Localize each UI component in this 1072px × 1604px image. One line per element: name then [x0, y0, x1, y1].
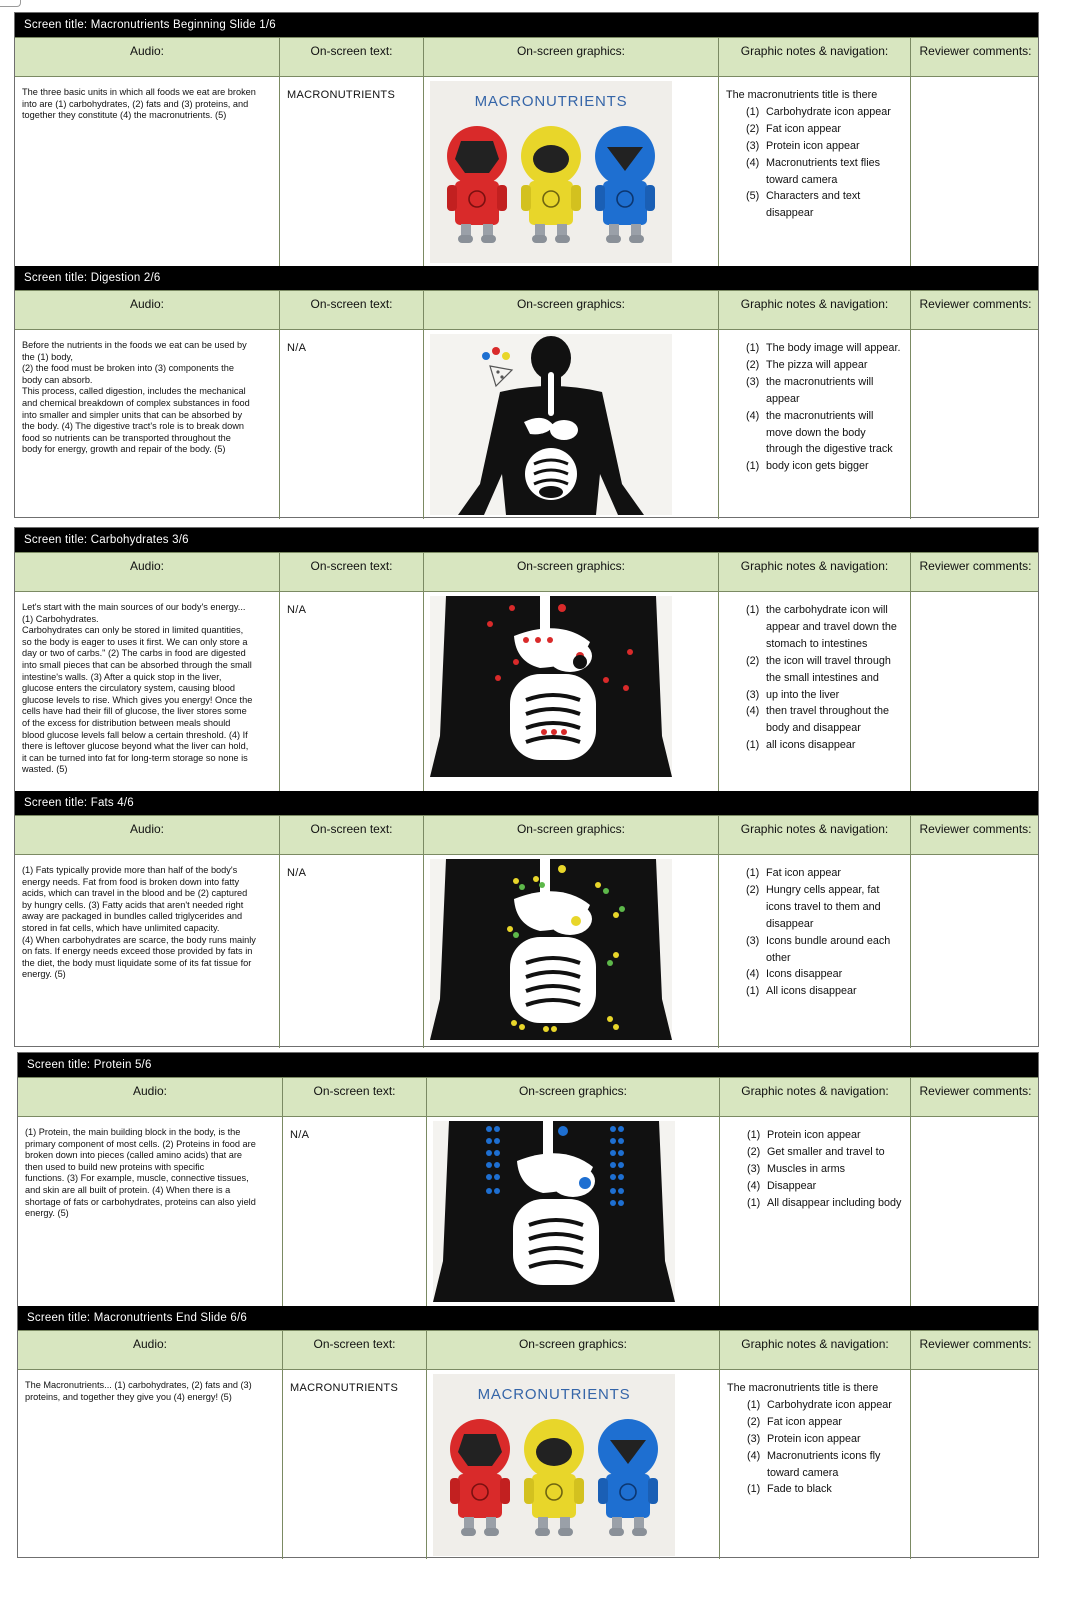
header-onscreen-graphics: On-screen graphics: — [424, 816, 719, 854]
note-number: (1) — [746, 867, 760, 879]
note-number: (3) — [746, 375, 760, 388]
audio-cell — [18, 1370, 283, 1559]
header-audio: Audio: — [15, 553, 280, 591]
audio-line: primary component of most cells. (2) Proteins in food are — [25, 1138, 256, 1149]
audio-line: then used to build new proteins with specific — [25, 1161, 205, 1172]
column-header-row — [15, 815, 1038, 855]
audio-line: stored in fat cells, which have unlimited capacity. — [22, 922, 220, 933]
note-number: (1) — [747, 1398, 761, 1411]
graphics-cell — [424, 855, 719, 1048]
note-text: Icons bundle around each — [766, 934, 891, 947]
slide-6 — [18, 1306, 1038, 1559]
header-onscreen-text: On-screen text: — [280, 38, 424, 76]
note-number: (2) — [746, 122, 760, 135]
header-notes: Graphic notes & navigation: — [719, 553, 911, 591]
note-text: body icon gets bigger — [766, 460, 869, 473]
carbohydrate-character-icon — [447, 126, 507, 243]
header-reviewer: Reviewer comments: — [919, 1337, 1032, 1351]
note-number — [746, 425, 766, 442]
header-notes: Graphic notes & navigation: — [720, 1078, 911, 1116]
audio-line: proteins, and together they give you (4) energy! (5) — [25, 1391, 232, 1402]
notes-cell — [720, 1117, 911, 1306]
note-text: move down the body — [766, 426, 866, 439]
note-number — [746, 720, 766, 737]
note-text: then travel throughout the — [766, 705, 890, 718]
note-text: The body image will appear. — [766, 342, 901, 354]
graphic-caption: MACRONUTRIENTS — [477, 1386, 631, 1403]
note-text: appear and travel down the — [766, 620, 897, 633]
note-text: Icons disappear — [766, 968, 843, 981]
note-number — [746, 205, 766, 222]
macronutrients-title-image — [430, 81, 672, 263]
audio-line: This process, called digestion, includes the mechanical — [22, 386, 246, 397]
note-text: the small intestines and — [766, 671, 879, 684]
notes-lead: The macronutrients title is there — [727, 1382, 879, 1394]
note-text: Muscles in arms — [767, 1162, 845, 1175]
protein-body-image — [433, 1121, 675, 1302]
header-reviewer: Reviewer comments: — [919, 822, 1032, 836]
macronutrients-end-image — [433, 1374, 675, 1556]
header-notes: Graphic notes & navigation: — [720, 1331, 911, 1369]
graphics-cell — [424, 592, 719, 791]
reviewer-comments-cell[interactable] — [911, 330, 1040, 519]
audio-line: into smaller and simpler units that can be absorbed by — [22, 409, 243, 420]
slide-5 — [18, 1053, 1038, 1306]
note-number: (1) — [747, 1483, 761, 1496]
audio-line: on fats. If energy needs exceed those provided by fats in — [22, 946, 253, 957]
note-text: Protein icon appear — [767, 1129, 861, 1141]
note-number: (3) — [746, 139, 760, 152]
audio-line: body can absorb. — [22, 374, 93, 385]
slide-title: Screen title: Macronutrients Beginning Slide 1/6 — [15, 13, 1038, 37]
note-number: (2) — [747, 1415, 761, 1428]
audio-cell — [15, 855, 280, 1048]
note-text: disappear — [766, 917, 814, 930]
fat-character-icon — [521, 126, 581, 243]
slide-3 — [15, 528, 1038, 791]
audio-line: into small pieces that can be absorbed through the small — [22, 659, 252, 670]
note-number: (1) — [746, 739, 760, 752]
audio-line: and skin are all built of protein. (4) When there is a — [25, 1184, 231, 1195]
onscreen-text-cell: MACRONUTRIENTS — [283, 1370, 427, 1559]
header-notes: Graphic notes & navigation: — [719, 291, 911, 329]
carbohydrate-character-icon — [450, 1419, 510, 1536]
audio-line: and chemical breakdown of complex substances in food — [22, 397, 250, 408]
note-text: through the digestive track — [766, 443, 893, 456]
header-reviewer: Reviewer comments: — [919, 1084, 1032, 1098]
header-onscreen-text: On-screen text: — [283, 1331, 427, 1369]
onscreen-text-cell: MACRONUTRIENTS — [280, 77, 424, 266]
protein-character-icon — [595, 126, 655, 243]
audio-line: together they constitute (4) the macronutrients. (5) — [22, 110, 227, 121]
slide-title: Screen title: Protein 5/6 — [18, 1053, 1038, 1077]
audio-line: by hungry cells. (3) Fatty acids that aren't needed right — [22, 899, 244, 910]
slide-2 — [15, 266, 1038, 519]
fat-character-icon — [524, 1419, 584, 1536]
note-text: Protein icon appear — [766, 139, 860, 152]
header-onscreen-text: On-screen text: — [283, 1078, 427, 1116]
note-text: stomach to intestines — [766, 637, 868, 650]
note-number — [746, 441, 766, 458]
header-audio: Audio: — [15, 816, 280, 854]
pizza-icon — [490, 366, 512, 386]
column-header-row — [15, 552, 1038, 592]
audio-line: day or two of carbs." (2) The carbs in food are digested — [22, 648, 246, 659]
header-notes: Graphic notes & navigation: — [719, 816, 911, 854]
header-onscreen-graphics: On-screen graphics: — [424, 553, 719, 591]
note-number: (4) — [746, 705, 760, 718]
header-onscreen-text: On-screen text: — [280, 291, 424, 329]
audio-line: energy. (5) — [25, 1208, 69, 1219]
note-number: (2) — [746, 883, 760, 896]
reviewer-comments-cell[interactable] — [911, 77, 1040, 266]
note-text: body and disappear — [766, 722, 861, 735]
audio-line: it can be turned into fat for long-term storage so none is — [22, 752, 248, 763]
macronutrient-icons — [482, 347, 510, 360]
header-notes: Graphic notes & navigation: — [719, 38, 911, 76]
onscreen-text-cell: N/A — [280, 330, 424, 519]
slide-title: Screen title: Macronutrients End Slide 6/6 — [18, 1306, 1038, 1330]
notes-cell — [719, 330, 911, 519]
note-number — [747, 1465, 767, 1482]
audio-line: (1) Protein, the main building block in the body, is the — [25, 1127, 241, 1137]
body-digestion-image — [430, 334, 672, 515]
note-number: (1) — [746, 604, 760, 616]
note-number: (4) — [746, 156, 760, 169]
note-text: Characters and text — [766, 190, 861, 203]
audio-line: wasted. (5) — [22, 764, 68, 775]
note-text: up into the liver — [766, 688, 840, 701]
note-text: All icons disappear — [766, 985, 857, 998]
graphics-cell — [424, 330, 719, 519]
onscreen-text-cell: N/A — [283, 1117, 427, 1306]
slide-4 — [15, 791, 1038, 1048]
audio-line: Before the nutrients in the foods we eat can be used by — [22, 340, 247, 350]
header-audio: Audio: — [15, 38, 280, 76]
onscreen-text-cell: N/A — [280, 855, 424, 1048]
audio-line: intestine's walls. (3) After a quick stop in the liver, — [22, 671, 222, 682]
audio-line: The Macronutrients... (1) carbohydrates, (2) fats and (3) — [25, 1380, 252, 1390]
note-number: (1) — [746, 342, 760, 354]
carbohydrates-body-image — [430, 596, 672, 777]
note-number: (2) — [747, 1145, 761, 1158]
reviewer-comments-cell[interactable] — [911, 855, 1040, 1048]
audio-line: away are packaged in bundles called triglycerides and — [22, 911, 243, 922]
note-number — [746, 636, 766, 653]
audio-line: so the body is eager to uses it first. We can only store a — [22, 636, 248, 647]
note-text: the macronutrients will — [766, 375, 874, 388]
note-number — [746, 670, 766, 687]
note-number — [746, 391, 766, 408]
note-number: (1) — [746, 460, 760, 473]
note-number: (1) — [747, 1196, 761, 1209]
note-text: Fat icon appear — [767, 1415, 843, 1428]
note-number — [746, 899, 766, 916]
audio-line: food so nutrients can be transported throughout the — [22, 432, 231, 443]
corner-marker — [0, 0, 21, 7]
audio-line: (1) Carbohydrates. — [22, 613, 99, 624]
audio-line: energy needs. Fat from food is broken down into fatty — [22, 876, 240, 887]
header-audio: Audio: — [18, 1331, 283, 1369]
audio-line: acids, which can travel in the blood and be (2) captured — [22, 888, 248, 899]
header-reviewer: Reviewer comments: — [919, 559, 1032, 573]
audio-line: functions. (3) For example, muscle, connective tissues, — [25, 1173, 249, 1184]
onscreen-text-cell: N/A — [280, 592, 424, 791]
note-number: (5) — [746, 190, 760, 203]
audio-line: blood glucose levels fall below a certain threshold. (4) If — [22, 729, 248, 740]
slide-title: Screen title: Digestion 2/6 — [15, 266, 1038, 290]
notes-cell — [719, 592, 911, 791]
audio-line: cells have had their fill of glucose, the liver stores some — [22, 706, 247, 717]
note-text: Fat icon appear — [766, 122, 842, 135]
header-onscreen-graphics: On-screen graphics: — [424, 38, 719, 76]
graphics-cell — [427, 1117, 720, 1306]
audio-line: the body. (4) The digestive tract's role is to break down — [22, 421, 245, 432]
audio-line: broken down into pieces (called amino acids) that are — [25, 1150, 243, 1161]
header-onscreen-graphics: On-screen graphics: — [427, 1078, 720, 1116]
note-number: (3) — [747, 1432, 761, 1445]
note-text: the macronutrients will — [766, 409, 874, 422]
header-audio: Audio: — [18, 1078, 283, 1116]
note-number: (4) — [746, 968, 760, 981]
header-onscreen-text: On-screen text: — [280, 816, 424, 854]
audio-line: The three basic units in which all foods we eat are broken — [22, 87, 256, 97]
note-number: (2) — [746, 654, 760, 667]
audio-line: glucose levels to rise. Which gives you energy! Once the — [22, 694, 253, 705]
header-reviewer: Reviewer comments: — [919, 297, 1032, 311]
note-text: Hungry cells appear, fat — [766, 883, 880, 896]
audio-line: (4) When carbohydrates are scarce, the body runs mainly — [22, 934, 256, 945]
note-text: all icons disappear — [766, 739, 856, 752]
note-text: toward camera — [766, 173, 838, 186]
note-text: the icon will travel through — [766, 654, 891, 667]
audio-line: glucose enters the circulatory system, causing blood — [22, 683, 235, 694]
note-number: (4) — [747, 1179, 761, 1192]
note-text: Macronutrients text flies — [766, 156, 881, 169]
note-text: Macronutrients icons fly — [767, 1449, 881, 1462]
reviewer-comments-cell[interactable] — [911, 592, 1040, 791]
protein-character-icon — [598, 1419, 658, 1536]
storyboard-sheet-3 — [17, 1052, 1039, 1558]
audio-line: Carbohydrates can only be stored in limited quantities, — [22, 625, 244, 636]
header-onscreen-text: On-screen text: — [280, 553, 424, 591]
audio-line: body for energy, growth and repair of the body. (5) — [22, 444, 226, 455]
column-header-row — [18, 1330, 1038, 1370]
slide-title: Screen title: Fats 4/6 — [15, 791, 1038, 815]
header-reviewer: Reviewer comments: — [919, 44, 1032, 58]
note-number: (4) — [746, 409, 760, 422]
audio-line: Let's start with the main sources of our body's energy... — [22, 602, 246, 612]
note-text: Get smaller and travel to — [767, 1145, 885, 1158]
note-text: All disappear including body — [767, 1196, 902, 1209]
audio-cell — [15, 592, 280, 791]
header-audio: Audio: — [15, 291, 280, 329]
notes-lead: The macronutrients title is there — [726, 89, 878, 101]
audio-line: there is leftover glucose beyond what the liver can hold, — [22, 741, 249, 752]
fats-body-image — [430, 859, 672, 1040]
reviewer-comments-cell[interactable] — [911, 1117, 1040, 1306]
column-header-row — [15, 290, 1038, 330]
notes-cell — [719, 855, 911, 1048]
audio-line: the (1) body, — [22, 351, 73, 362]
note-number: (2) — [746, 358, 760, 371]
notes-cell — [719, 77, 911, 266]
note-number — [746, 172, 766, 189]
reviewer-comments-cell[interactable] — [911, 1370, 1040, 1559]
note-text: Carbohydrate icon appear — [766, 105, 891, 118]
header-onscreen-graphics: On-screen graphics: — [424, 291, 719, 329]
note-text: Disappear — [767, 1179, 817, 1192]
note-number: (3) — [746, 934, 760, 947]
note-number: (1) — [746, 985, 760, 998]
audio-line: into are (1) carbohydrates, (2) fats and (3) proteins, and — [22, 98, 249, 109]
column-header-row — [15, 37, 1038, 77]
note-text: disappear — [766, 207, 814, 220]
note-number: (1) — [746, 105, 760, 118]
graphic-caption: MACRONUTRIENTS — [474, 93, 628, 110]
note-number: (3) — [746, 688, 760, 701]
audio-cell — [18, 1117, 283, 1306]
note-number — [746, 619, 766, 636]
audio-line: (2) the food must be broken into (3) components the — [22, 363, 234, 374]
storyboard-sheet-1 — [14, 12, 1039, 518]
audio-line: shortage of fats or carbohydrates, proteins can also yield — [25, 1196, 256, 1207]
note-text: icons travel to them and — [766, 900, 881, 913]
note-text: Fade to black — [767, 1483, 832, 1496]
note-number: (1) — [747, 1129, 761, 1141]
graphics-cell — [424, 77, 719, 266]
note-text: The pizza will appear — [766, 358, 868, 371]
note-text: other — [766, 951, 791, 964]
audio-cell — [15, 77, 280, 266]
note-text: toward camera — [767, 1466, 839, 1479]
note-text: Carbohydrate icon appear — [767, 1398, 892, 1411]
audio-line: energy. (5) — [22, 969, 66, 980]
audio-line: of the excess for distribution between meals should — [22, 717, 231, 728]
column-header-row — [18, 1077, 1038, 1117]
slide-title: Screen title: Carbohydrates 3/6 — [15, 528, 1038, 552]
slide-1 — [15, 13, 1038, 266]
note-text: the carbohydrate icon will — [766, 604, 888, 616]
graphics-cell — [427, 1370, 720, 1559]
audio-line: (1) Fats typically provide more than half of the body's — [22, 865, 238, 875]
notes-cell — [720, 1370, 911, 1559]
note-text: Fat icon appear — [766, 867, 842, 879]
note-text: appear — [766, 392, 800, 405]
header-onscreen-graphics: On-screen graphics: — [427, 1331, 720, 1369]
note-number: (3) — [747, 1162, 761, 1175]
note-number: (4) — [747, 1449, 761, 1462]
note-number — [746, 950, 766, 967]
note-number — [746, 916, 766, 933]
audio-line: the diet, the body must liquidate some of its fat tissue for — [22, 957, 252, 968]
note-text: Protein icon appear — [767, 1432, 861, 1445]
storyboard-sheet-2 — [14, 527, 1039, 1047]
audio-cell — [15, 330, 280, 519]
